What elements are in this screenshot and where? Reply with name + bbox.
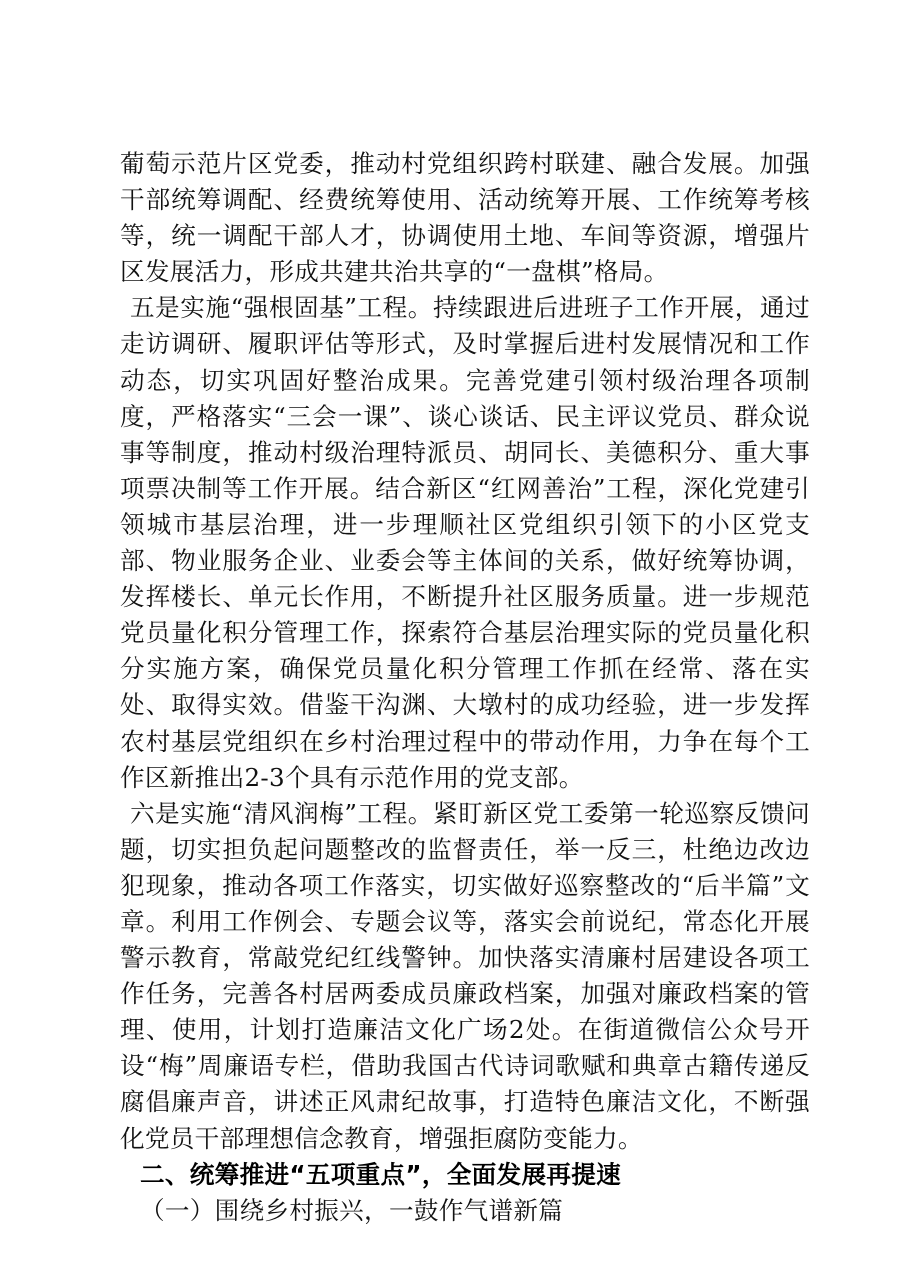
- section-heading: 二、统筹推进“五项重点”，全面发展再提速: [140, 1159, 622, 1189]
- paragraph-six: 六是实施“清风润梅”工程。紧盯新区党工委第一轮巡察反馈问题，切实担负起问题整改的监督责任，举一反三，杜绝边改边犯现象，推动各项工作落实，切实做好巡察整改的“后半篇”文章。利用工作例会、专题会议等，落实会前说纪，常态化开展警示教育，常敲党纪红线警钟。加快落实清廉村居建设各项工作任务，完善各村居两委成员廉政档案，加强对廉政档案的管理、使用，计划打造廉洁文化广场2处。在街道微信公众号开设“梅”周廉语专栏，借助我国古代诗词歌赋和典章古籍传递反腐倡廉声音，讲述正风肃纪故事，打造特色廉洁文化，不断强化党员干部理想信念教育，增强拒腐防变能力。: [120, 798, 810, 1153]
- subsection-heading: （一）围绕乡村振兴，一鼓作气谱新篇: [140, 1195, 564, 1225]
- paragraph-continuation: 葡萄示范片区党委，推动村党组织跨村联建、融合发展。加强干部统筹调配、经费统筹使用、活动统筹开展、工作统筹考核等，统一调配干部人才，协调使用土地、车间等资源，增强片区发展活力，形成共建共治共享的“一盘棋”格局。: [120, 149, 810, 287]
- paragraph-five: 五是实施“强根固基”工程。持续跟进后进班子工作开展，通过走访调研、履职评估等形式，及时掌握后进村发展情况和工作动态，切实巩固好整治成果。完善党建引领村级治理各项制度，严格落实“三会一课”、谈心谈话、民主评议党员、群众说事等制度，推动村级治理特派员、胡同长、美德积分、重大事项票决制等工作开展。结合新区“红网善治”工程，深化党建引领城市基层治理，进一步理顺社区党组织引领下的小区党支部、物业服务企业、业委会等主体间的关系，做好统筹协调，发挥楼长、单元长作用，不断提升社区服务质量。进一步规范党员量化积分管理工作，探索符合基层治理实际的党员量化积分实施方案，确保党员量化积分管理工作抓在经常、落在实处、取得实效。借鉴干沟渊、大墩村的成功经验，进一步发挥农村基层党组织在乡村治理过程中的带动作用，力争在每个工作区新推出2-3个具有示范作用的党支部。: [120, 293, 810, 792]
- document-body: [120, 146, 810, 1229]
